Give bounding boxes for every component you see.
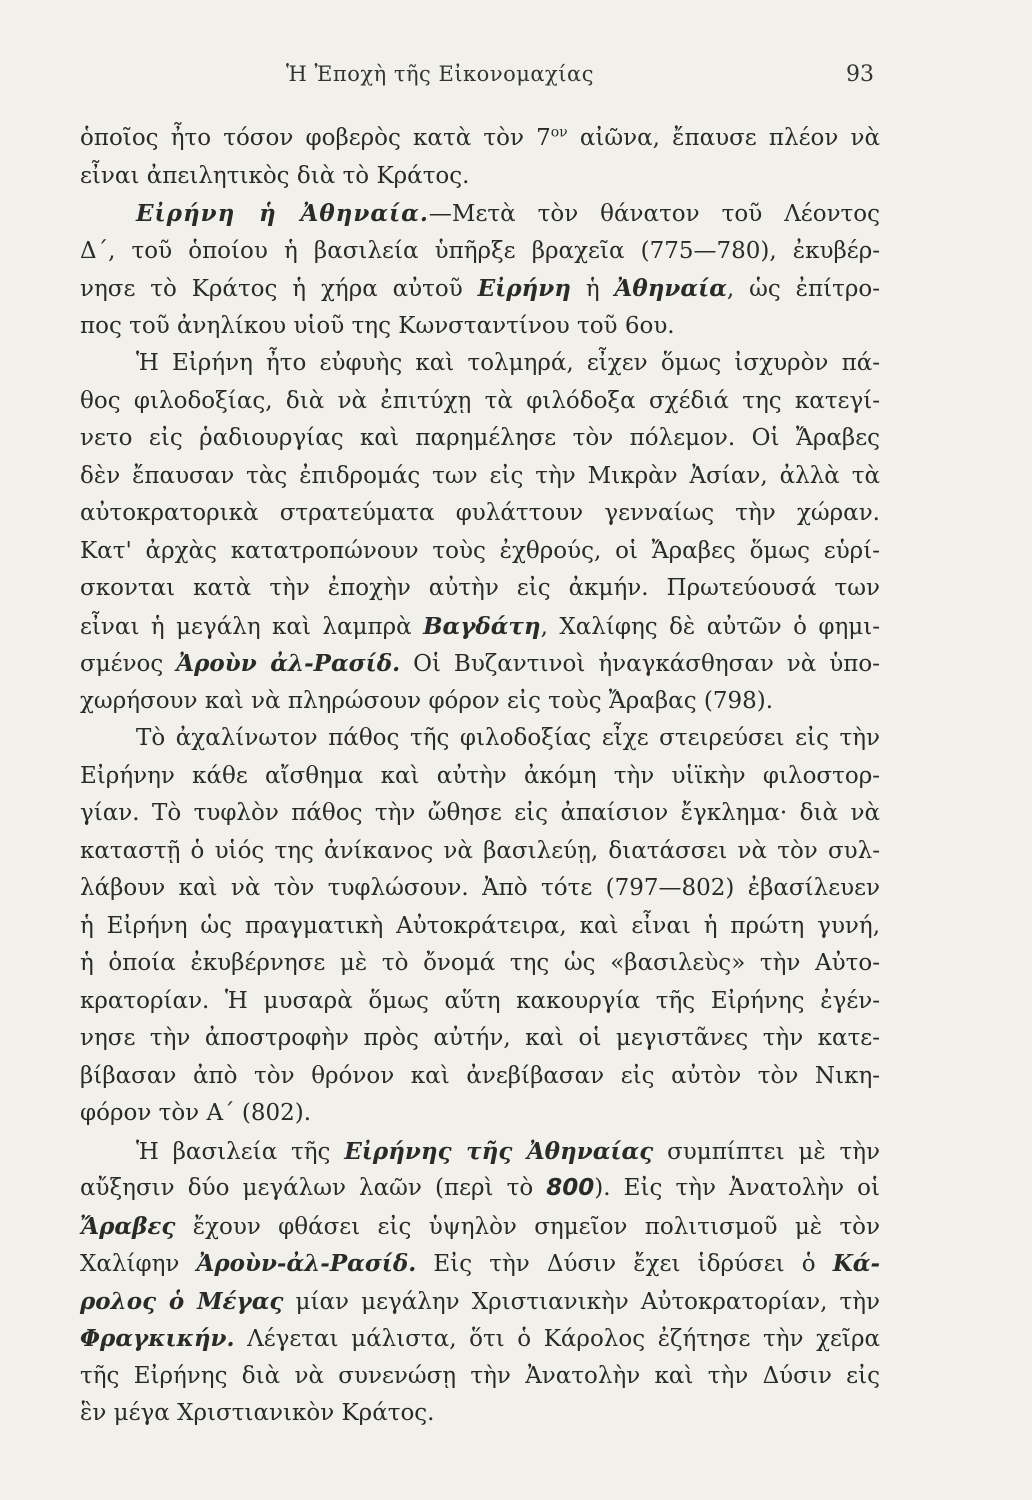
- running-header: [0, 62, 1032, 98]
- emphasized-term: Εἰρήνη: [477, 275, 571, 302]
- emphasized-term: Κά-: [832, 1250, 880, 1277]
- text-line: [80, 1283, 880, 1321]
- emphasized-term: Φραγκικήν.: [80, 1325, 235, 1352]
- text-run: σκονται κατὰ τὴν ἐποχὴν αὐτὴν εἰς ἀκμήν. Πρωτεύουσά των: [80, 575, 880, 601]
- text-run: καταστῇ ὁ υἱός της ἀνίκανος νὰ βασιλεύῃ, διατάσσει νὰ τὸν συλ-: [80, 837, 880, 864]
- text-run: Τὸ ἀχαλίνωτον πάθος τῆς φιλοδοξίας εἶχε στειρεύσει εἰς τὴν: [136, 725, 880, 751]
- text-line: [80, 1133, 880, 1171]
- text-line: [80, 533, 880, 571]
- text-line: [80, 908, 880, 946]
- text-run: λάβουν καὶ νὰ τὸν τυφλώσουν. Ἀπὸ τότε (797—802) ἐβασίλευεν: [80, 875, 880, 901]
- text-line: [80, 1358, 880, 1396]
- text-line: [80, 308, 880, 346]
- text-line: [80, 983, 880, 1021]
- text-line: [80, 833, 880, 871]
- emphasized-term: Ἄραβες: [80, 1212, 176, 1240]
- text-run: Εἰς τὴν Δύσιν ἔχει ἱδρύσει ὁ: [416, 1251, 833, 1277]
- text-run: αἰῶνα, ἔπαυσε πλέον νὰ: [567, 125, 880, 151]
- text-run: —Μετὰ τὸν θάνατον τοῦ Λέοντος: [428, 201, 880, 227]
- text-line: [80, 608, 880, 646]
- text-run: μίαν μεγάλην Χριστιανικὴν Αὐτοκρατορίαν, τὴν: [283, 1288, 880, 1315]
- text-line: [80, 570, 880, 608]
- text-line: [80, 233, 880, 271]
- text-line: [80, 383, 880, 421]
- text-run: Κατ' ἀρχὰς κατατροπώνουν τοὺς ἐχθρούς, οἱ Ἄραβες ὅμως εὑρί-: [80, 537, 880, 564]
- text-line: [80, 1095, 880, 1133]
- text-run: Λέγεται μάλιστα, ὅτι ὁ Κάρολος ἐζήτησε τὴν χεῖρα: [234, 1326, 880, 1352]
- emphasized-term: Εἰρήνης τῆς Ἀθηναίας: [344, 1137, 654, 1165]
- superscript: ον: [550, 124, 568, 141]
- emphasized-term: Ἀροὺν ἀλ-Ρασίδ.: [176, 650, 401, 677]
- text-line: [80, 870, 880, 908]
- text-line: [80, 458, 880, 496]
- text-line: [80, 120, 880, 158]
- text-run: ἡ: [570, 276, 615, 302]
- text-line: [80, 1320, 880, 1358]
- text-run: ἔχουν φθάσει εἰς ὑψηλὸν σημεῖον πολιτισμοῦ μὲ τὸν: [175, 1213, 880, 1240]
- emphasized-term: ρολος ὁ Μέγας: [80, 1287, 284, 1315]
- text-run: ὁποῖος ἦτο τόσον φοβερὸς κατὰ τὸν 7: [80, 125, 551, 151]
- text-run: νησε τὴν ἀποστροφὴν πρὸς αὐτήν, καὶ οἱ μεγιστᾶνες τὴν κατε-: [80, 1025, 880, 1051]
- text-run: βίβασαν ἀπὸ τὸν θρόνον καὶ ἀνεβίβασαν εἰς αὐτὸν τὸν Νικη-: [80, 1062, 880, 1089]
- text-run: αὔξησιν δύο μεγάλων λαῶν (περὶ τὸ: [80, 1175, 547, 1201]
- year-number: 800: [546, 1175, 595, 1201]
- text-line: [80, 1208, 880, 1246]
- text-run: εἶναι ἡ μεγάλη καὶ λαμπρὰ: [80, 613, 424, 640]
- text-run: αὐτοκρατορικὰ στρατεύματα φυλάττουν γενναίως τὴν χώραν.: [80, 500, 880, 526]
- page-number: 93: [846, 62, 874, 87]
- text-run: τῆς Εἰρήνης διὰ νὰ συνενώσῃ τὴν Ἀνατολὴν καὶ τὴν Δύσιν εἰς: [80, 1362, 880, 1389]
- text-line: [80, 795, 880, 833]
- text-line: [80, 945, 880, 983]
- text-line: [80, 1395, 880, 1433]
- text-run: Εἰρήνην κάθε αἴσθημα καὶ αὐτὴν ἀκόμη τὴν υἱϊκὴν φιλοστορ-: [80, 762, 880, 789]
- text-run: Ἡ Εἰρήνη ἦτο εὐφυὴς καὶ τολμηρά, εἶχεν ὅμως ἰσχυρὸν πά-: [136, 350, 880, 376]
- text-run: χωρήσουν καὶ νὰ πληρώσουν φόρον εἰς τοὺς Ἄραβας (798).: [80, 687, 774, 714]
- text-run: γίαν. Τὸ τυφλὸν πάθος τὴν ὤθησε εἰς ἀπαίσιον ἔγκλημα· διὰ νὰ: [80, 800, 880, 826]
- text-line: [80, 270, 880, 308]
- text-run: ἓν μέγα Χριστιανικὸν Κράτος.: [80, 1400, 435, 1426]
- text-run: Ἡ βασιλεία τῆς: [136, 1138, 345, 1165]
- text-line: [80, 758, 880, 796]
- text-run: , ὡς ἐπίτρο-: [726, 276, 880, 302]
- text-run: συμπίπτει μὲ τὴν: [653, 1138, 881, 1165]
- text-run: πος τοῦ ἀνηλίκου υἱοῦ της Κωνσταντίνου τοῦ 6ου.: [80, 312, 675, 339]
- text-run: νησε τὸ Κράτος ἡ χήρα αὐτοῦ: [80, 276, 478, 302]
- text-line: [80, 158, 880, 196]
- text-line: [80, 495, 880, 533]
- text-run: Δ΄, τοῦ ὁποίου ἡ βασιλεία ὑπῆρξε βραχεῖα (775—780), ἐκυβέρ-: [80, 237, 880, 264]
- text-run: φόρον τὸν Α΄ (802).: [80, 1100, 312, 1126]
- text-line: [80, 683, 880, 721]
- text-run: θος φιλοδοξίας, διὰ νὰ ἐπιτύχῃ τὰ φιλόδοξα σχέδιά της κατεγί-: [80, 387, 880, 414]
- text-run: Χαλίφην: [80, 1251, 197, 1277]
- body-text: [80, 120, 880, 1433]
- text-run: κρατορίαν. Ἡ μυσαρὰ ὅμως αὕτη κακουργία τῆς Εἰρήνης ἐγέν-: [80, 987, 880, 1014]
- text-line: [80, 1245, 880, 1283]
- emphasized-term: Ἀροὺν-ἀλ-Ρασίδ.: [196, 1250, 417, 1277]
- text-line: [80, 720, 880, 758]
- text-line: [80, 195, 880, 233]
- text-run: , Χαλίφης δὲ αὐτῶν ὁ φημι-: [540, 613, 880, 640]
- text-run: ). Εἰς τὴν Ἀνατολὴν οἱ: [594, 1175, 880, 1201]
- emphasized-term: Βαγδάτη: [423, 612, 541, 640]
- running-title: Ἡ Ἐποχὴ τῆς Εἰκονομαχίας: [286, 62, 594, 86]
- text-line: [80, 1020, 880, 1058]
- text-line: [80, 1170, 880, 1208]
- text-run: ἡ Εἰρήνη ὡς πραγματικὴ Αὐτοκράτειρα, καὶ εἶναι ἡ πρώτη γυνή,: [80, 912, 880, 939]
- text-run: ἡ ὁποία ἐκυβέρνησε μὲ τὸ ὄνομά της ὡς «βασιλεὺς» τὴν Αὐτο-: [80, 950, 880, 976]
- text-run: δὲν ἔπαυσαν τὰς ἐπιδρομάς των εἰς τὴν Μικρὰν Ἀσίαν, ἀλλὰ τὰ: [80, 462, 880, 489]
- emphasized-term: Ἀθηναία: [614, 275, 727, 302]
- text-line: [80, 1058, 880, 1096]
- section-heading: Εἰρήνη ἡ Ἀθηναία.: [136, 200, 429, 227]
- text-line: [80, 420, 880, 458]
- text-run: σμένος: [80, 651, 177, 677]
- text-line: [80, 645, 880, 683]
- text-run: νετο εἰς ῥαδιουργίας καὶ παρημέλησε τὸν πόλεμον. Οἱ Ἄραβες: [80, 425, 880, 451]
- text-line: [80, 345, 880, 383]
- text-run: εἶναι ἀπειλητικὸς διὰ τὸ Κράτος.: [80, 162, 470, 189]
- text-run: Οἱ Βυζαντινοὶ ἠναγκάσθησαν νὰ ὑπο-: [400, 651, 880, 677]
